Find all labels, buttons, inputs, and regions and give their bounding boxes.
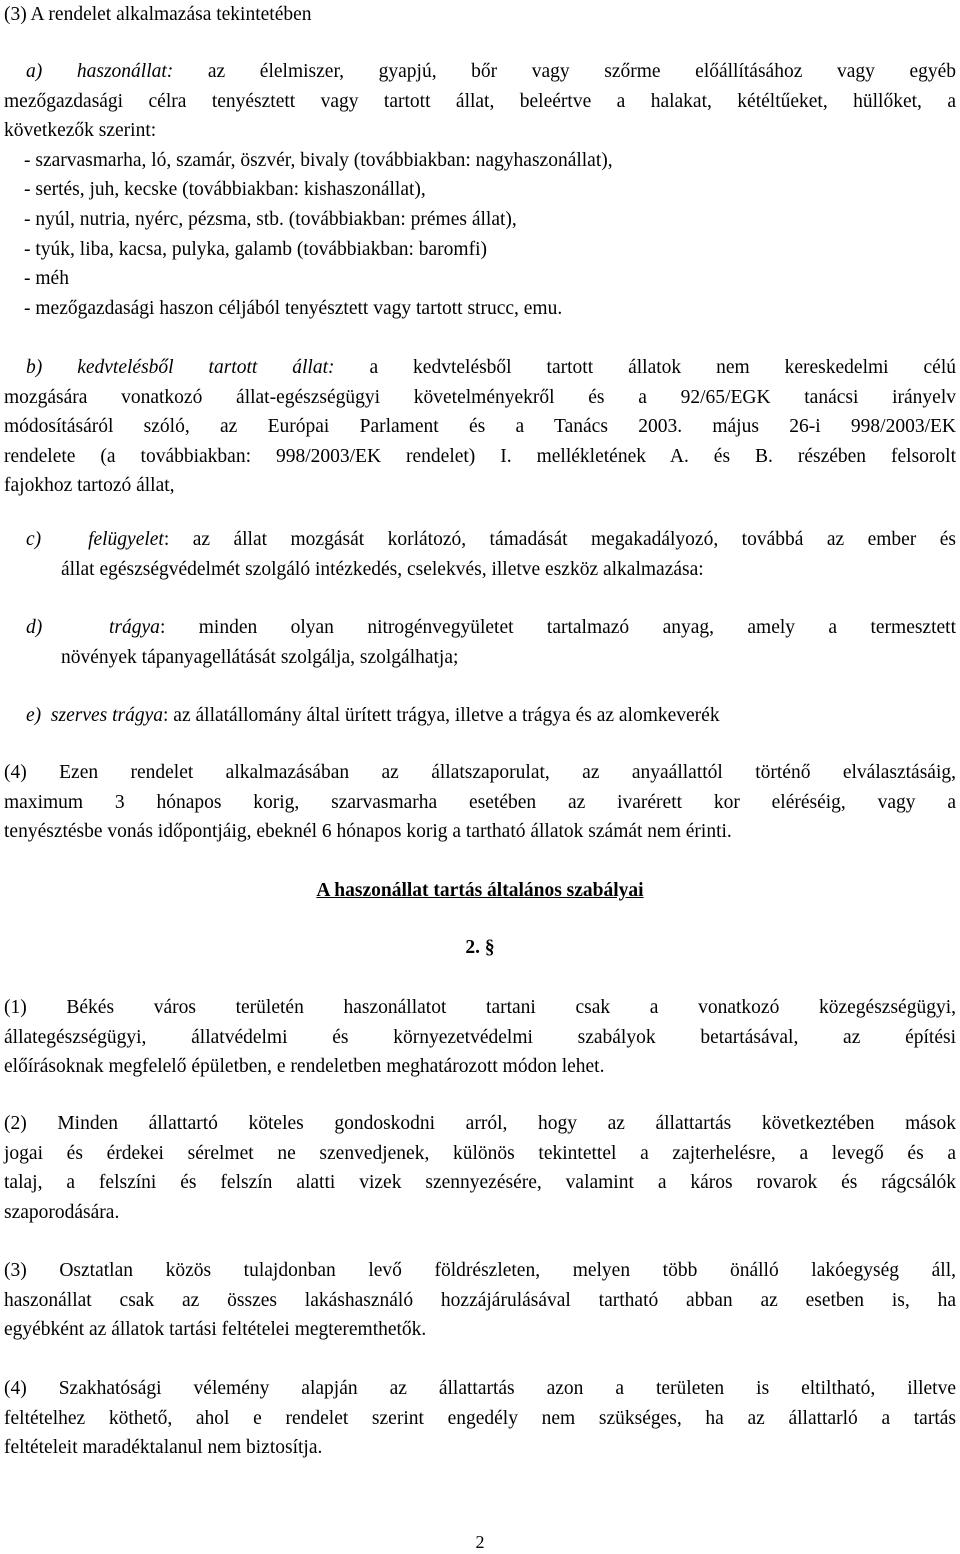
definition-a: a) haszonállat: az élelmiszer, gyapjú, bőr vagy szőrme előállításához vagy egyéb mezőgazdasági célra tenyésztett vagy tartott állat, beleértve a halakat, kétéltűeket, hüllőket, a következők szerint: - szarvasmarha, ló, szamár, öszvér, bivaly (továbbiakban: nagyhaszonállat), - sertés, juh, kecske (továbbiakban: kishaszonállat), - nyúl, nutria, nyérc, pézsma, stb. (továbbiakban: prémes állat), - tyúk, liba, kacsa, pulyka, galamb (továbbiakban: baromfi) - méh - mezőgazdasági haszon céljából tenyésztett vagy tartott strucc, emu.	[4, 57, 956, 323]
list-item: - sertés, juh, kecske (továbbiakban: kishaszonállat),	[24, 179, 426, 201]
defined-term: trágya	[109, 617, 160, 638]
defined-term: felügyelet	[88, 529, 164, 550]
definition-d: d) trágya: minden olyan nitrogénvegyületet tartalmazó anyag, amely a termesztett növények tápanyagellátását szolgálja, szolgálhatja;	[26, 617, 956, 668]
section-heading: A haszonállat tartás általános szabályai	[316, 880, 644, 901]
paragraph-3: (3) Osztatlan közös tulajdonban levő földrészleten, melyen több önálló lakóegység áll, haszonállat csak az összes lakáshasználó hozzájárulásával tartható abban az esetben is, ha egyébként az állatok tartási feltételei megteremthetők.	[4, 1260, 956, 1341]
paragraph-2: (2) Minden állattartó köteles gondoskodni arról, hogy az állattartás következtében mások jogai és érdekei sérelmet ne szenvedjenek, különös tekintettel a zajterhelésre, a levegő és a talaj, a felszíni és felszín alatti vizek szennyezésére, valamint a káros rovarok és rágcsálók szaporodására.	[4, 1113, 956, 1223]
page-number: 2	[475, 1532, 485, 1552]
definition-label: e)	[26, 705, 42, 726]
defined-term: szerves trágya	[50, 705, 164, 726]
defined-term: kedvtelésből tartott állat:	[77, 357, 335, 378]
list-item: - méh	[24, 268, 69, 290]
list-item: - mezőgazdasági haszon céljából tenyésztett vagy tartott strucc, emu.	[24, 297, 563, 319]
list-item: - nyúl, nutria, nyérc, pézsma, stb. (továbbiakban: prémes állat),	[24, 208, 517, 230]
definition-b: b) kedvtelésből tartott állat: a kedvtelésből tartott állatok nem kereskedelmi célú mozgására vonatkozó állat-egészségügyi követelményekről és a 92/65/EGK tanácsi irányelv módosításáról szóló, az Európai Parlament és a Tanács 2003. május 26-i 998/2003/EK rendelete (a továbbiakban: 998/2003/EK rendelet) I. mellékletének A. és B. részében felsorolt fajokhoz tartozó állat,	[4, 357, 956, 497]
definition-label: c)	[26, 529, 42, 550]
definition-c: c) felügyelet: az állat mozgását korlátozó, támadását megakadályozó, továbbá az ember és állat egészségvédelmét szolgáló intézkedés, cselekvés, illetve eszköz alkalmazása:	[26, 529, 956, 580]
list-item: - szarvasmarha, ló, szamár, öszvér, bivaly (továbbiakban: nagyhaszonállat),	[24, 149, 613, 171]
definition-e: e) szerves trágya: az állatállomány által ürített trágya, illetve a trágya és az alomkeverék	[26, 705, 720, 726]
paragraph-number: 2. §	[465, 937, 495, 958]
definition-label: b)	[26, 357, 43, 378]
paragraph-4: (4) Szakhatósági vélemény alapján az állattartás azon a területen is eltiltható, illetve feltételhez köthető, ahol e rendelet szerint engedély nem szükséges, ha az állattarló a tartás feltételeit maradéktalanul nem biztosítja.	[4, 1378, 956, 1459]
paragraph-1: (1) Békés város területén haszonállatot tartani csak a vonatkozó közegészségügyi, állategészségügyi, állatvédelmi és környezetvédelmi szabályok betartásával, az építési előírásoknak megfelelő épületben, e rendeletben meghatározott módon lehet.	[4, 997, 956, 1078]
definition-label: a)	[26, 61, 43, 82]
list-item: - tyúk, liba, kacsa, pulyka, galamb (továbbiakban: baromfi)	[24, 238, 487, 260]
definition-label: d)	[26, 617, 43, 638]
section-4: (4) Ezen rendelet alkalmazásában az állatszaporulat, az anyaállattól történő elválasztásáig, maximum 3 hónapos korig, szarvasmarha esetében az ivarérett kor eléréséig, vagy a tenyésztésbe vonás időpontjáig, ebeknél 6 hónapos korig a tartható állatok számát nem érinti.	[4, 762, 956, 843]
section-3-intro: (3) A rendelet alkalmazása tekintetében	[4, 4, 312, 25]
defined-term: haszonállat:	[76, 61, 174, 82]
